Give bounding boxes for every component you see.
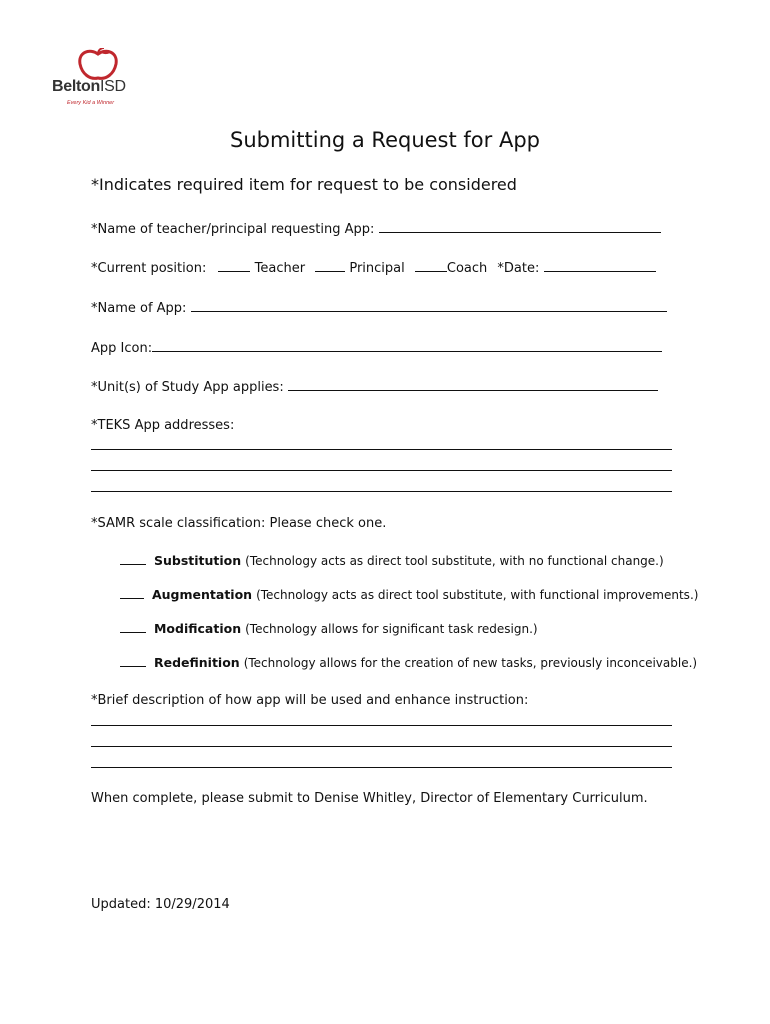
option-name: Redefinition (153, 655, 240, 670)
app-name-label: *Name of App: (91, 301, 187, 316)
teacher-label: Teacher (254, 261, 306, 276)
belton-isd-logo (52, 48, 142, 120)
teks-line-1[interactable] (91, 449, 672, 450)
requester-row (91, 220, 661, 237)
teks-line-2[interactable] (91, 470, 672, 471)
coach-checkbox-field[interactable] (415, 259, 447, 272)
description-label: *Brief description of how app will be used and enhance instruction: (91, 693, 529, 708)
principal-label: Principal (349, 261, 405, 276)
option-desc: (Technology acts as direct tool substitute, with functional improvements.) (256, 588, 699, 602)
app-icon-label: App Icon: (91, 341, 153, 356)
redefinition-check-field[interactable] (120, 654, 146, 667)
units-row (91, 378, 658, 395)
coach-label: Coach (446, 261, 488, 276)
option-name: Modification (153, 621, 242, 636)
samr-option-augmentation (120, 586, 698, 602)
description-line-1[interactable] (91, 725, 672, 726)
requester-label: *Name of teacher/principal requesting App: (91, 222, 375, 237)
date-field[interactable] (544, 259, 656, 272)
page-title: Submitting a Request for App (230, 128, 540, 152)
position-row (91, 259, 656, 276)
samr-option-modification (120, 620, 538, 636)
samr-prompt: *SAMR scale classification: Please check one. (91, 516, 387, 531)
date-label: *Date: (497, 261, 540, 276)
teacher-checkbox-field[interactable] (218, 259, 250, 272)
teks-line-3[interactable] (91, 491, 672, 492)
app-icon-row (91, 339, 662, 356)
position-label: *Current position: (91, 261, 207, 276)
logo-tagline: Every Kid a Winner (67, 100, 115, 106)
logo-brand-light: ISD (99, 78, 126, 95)
option-name: Substitution (153, 553, 242, 568)
app-icon-field[interactable] (152, 339, 662, 352)
submit-note: When complete, please submit to Denise Whitley, Director of Elementary Curriculum. (91, 791, 648, 806)
units-label: *Unit(s) of Study App applies: (91, 380, 284, 395)
updated-date: Updated: 10/29/2014 (91, 897, 230, 912)
app-name-row (91, 299, 667, 316)
app-name-field[interactable] (191, 299, 667, 312)
samr-option-substitution (120, 552, 664, 568)
samr-option-redefinition (120, 654, 697, 670)
teks-label: *TEKS App addresses: (91, 418, 235, 433)
augmentation-check-field[interactable] (120, 586, 144, 599)
units-field[interactable] (288, 378, 658, 391)
description-line-3[interactable] (91, 767, 672, 768)
option-desc: (Technology acts as direct tool substitute, with no functional change.) (245, 554, 664, 568)
apple-icon (76, 48, 120, 82)
substitution-check-field[interactable] (120, 552, 146, 565)
option-name: Augmentation (151, 587, 253, 602)
modification-check-field[interactable] (120, 620, 146, 633)
description-line-2[interactable] (91, 746, 672, 747)
principal-checkbox-field[interactable] (315, 259, 345, 272)
logo-wordmark (52, 78, 126, 96)
required-note: *Indicates required item for request to be considered (91, 175, 517, 194)
requester-field[interactable] (379, 220, 661, 233)
option-desc: (Technology allows for the creation of new tasks, previously inconceivable.) (243, 656, 698, 670)
logo-brand-bold: Belton (52, 78, 100, 95)
option-desc: (Technology allows for significant task redesign.) (245, 622, 538, 636)
